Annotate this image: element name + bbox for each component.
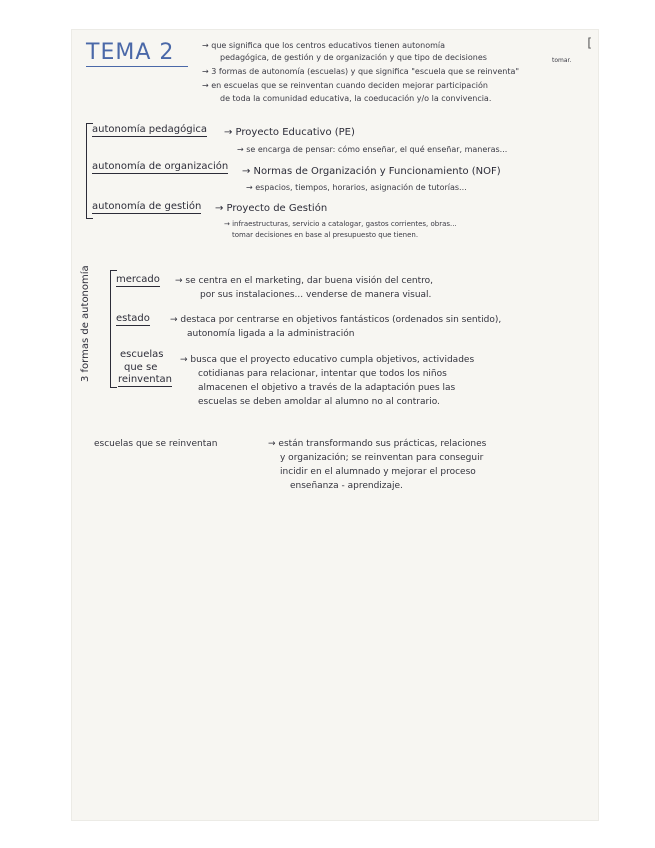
form-label-reinventan: escuelas bbox=[120, 349, 164, 360]
forms-side-label: 3 formas de autonomía bbox=[80, 265, 91, 382]
form-line-estado: → destaca por centrarse en objetivos fantásticos (ordenados sin sentido), bbox=[170, 315, 502, 325]
block-sub-pedagogica: → se encarga de pensar: cómo enseñar, el qué enseñar, maneras... bbox=[237, 145, 508, 154]
block-main-pedagogica: → Proyecto Educativo (PE) bbox=[224, 127, 355, 138]
form-line-mercado: por sus instalaciones... venderse de manera visual. bbox=[200, 290, 432, 300]
form-line-reinventan: escuelas se deben amoldar al alumno no al contrario. bbox=[198, 397, 440, 407]
corner-mark: [ bbox=[587, 36, 592, 50]
block-label-gestion: autonomía de gestión bbox=[92, 201, 202, 212]
block-label-pedagogica: autonomía pedagógica bbox=[92, 124, 207, 135]
block-sub-gestion: → infraestructuras, servicio a catalogar, gastos corrientes, obras... bbox=[224, 220, 457, 228]
form-line-mercado: → se centra en el marketing, dar buena visión del centro, bbox=[175, 276, 433, 286]
page-title: TEMA 2 bbox=[86, 40, 175, 65]
form-line-reinventan: → busca que el proyecto educativo cumpla objetivos, actividades bbox=[180, 355, 475, 365]
intro-line: → en escuelas que se reinventan cuando deciden mejorar participación bbox=[202, 81, 488, 90]
form-line-reinventan: almacenen el objetivo a través de la adaptación pues las bbox=[198, 383, 456, 393]
title-underline bbox=[86, 66, 188, 67]
intro-line: → 3 formas de autonomía (escuelas) y que significa "escuela que se reinventa" bbox=[202, 67, 520, 76]
form-label-estado: estado bbox=[116, 313, 150, 324]
form-line-reinventan: cotidianas para relacionar, intentar que todos los niños bbox=[198, 369, 447, 379]
intro-aside: tomar. bbox=[552, 57, 572, 64]
block-sub-gestion: tomar decisiones en base al presupuesto que tienen. bbox=[232, 231, 419, 239]
form-label-reinventan: que se bbox=[124, 362, 158, 373]
forms-bracket bbox=[110, 270, 117, 388]
intro-line: de toda la comunidad educativa, la coeducación y/o la convivencia. bbox=[220, 94, 492, 103]
final-line: incidir en el alumnado y mejorar el proceso bbox=[280, 467, 476, 477]
form-label-reinventan: reinventan bbox=[118, 374, 172, 385]
intro-line: pedagógica, de gestión y de organización y que tipo de decisiones bbox=[220, 53, 487, 62]
block-main-organizacion: → Normas de Organización y Funcionamiento (NOF) bbox=[242, 166, 501, 177]
final-label: escuelas que se reinventan bbox=[94, 439, 218, 449]
notebook-page bbox=[72, 30, 598, 820]
final-line: → están transformando sus prácticas, relaciones bbox=[268, 439, 487, 449]
block-label-organizacion: autonomía de organización bbox=[92, 161, 229, 172]
intro-line: → que significa que los centros educativos tienen autonomía bbox=[202, 41, 446, 50]
block-main-gestion: → Proyecto de Gestión bbox=[215, 203, 328, 214]
final-line: enseñanza - aprendizaje. bbox=[290, 481, 403, 491]
final-line: y organización; se reinventan para conseguir bbox=[280, 453, 484, 463]
form-line-estado: autonomía ligada a la administración bbox=[187, 329, 355, 339]
form-label-mercado: mercado bbox=[116, 274, 160, 285]
block-sub-organizacion: → espacios, tiempos, horarios, asignación de tutorías... bbox=[246, 183, 467, 192]
